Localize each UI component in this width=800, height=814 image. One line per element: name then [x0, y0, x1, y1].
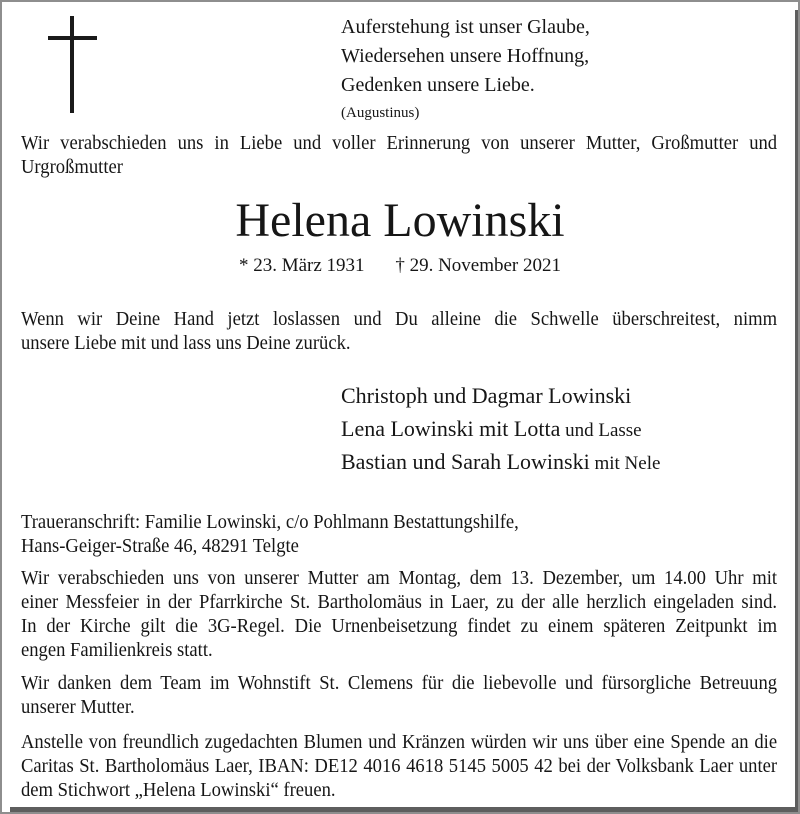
mourners-list	[341, 380, 660, 479]
latin-cross-icon	[0, 0, 130, 130]
deceased-name: Helena Lowinski	[235, 194, 565, 247]
opening-quote	[341, 13, 590, 123]
thanks-paragraph	[21, 671, 777, 719]
intro-line: Wir verabschieden uns in Liebe und voller Erinnerung von unserer Mutter, Großmutter und	[21, 132, 778, 154]
mourner-names: Bastian und Sarah Lowinski	[341, 449, 590, 474]
donation-line: dem Stichwort „Helena Lowinski“ freuen.	[21, 779, 336, 801]
death-date: † 29. November 2021	[395, 255, 562, 276]
funeral-address	[21, 510, 777, 558]
frame-shadow-bottom	[10, 807, 798, 812]
farewell-paragraph	[21, 307, 777, 355]
service-line: engen Familienkreis statt.	[21, 639, 213, 661]
cross-horizontal-bar	[48, 36, 97, 40]
thanks-line: unserer Mutter.	[21, 696, 135, 718]
mourner-line	[341, 413, 660, 446]
mourner-names: Lena Lowinski mit Lotta	[341, 416, 561, 441]
service-info-paragraph	[21, 566, 777, 662]
donation-paragraph	[21, 730, 777, 802]
service-line: einer Messfeier in der Pfarrkirche St. Bartholomäus in Laer, zu der alle herzlich eingeladen sind.	[21, 591, 778, 613]
service-line: Wir verabschieden uns von unserer Mutter am Montag, dem 13. Dezember, um 14.00 Uhr mit	[21, 567, 778, 589]
mourner-names: Christoph und Dagmar Lowinski	[341, 383, 632, 408]
donation-line: Caritas St. Bartholomäus Laer, IBAN: DE12 4016 4618 5145 5005 42 bei der Volksbank Laer unter	[21, 755, 778, 777]
address-line: Hans-Geiger-Straße 46, 48291 Telgte	[21, 535, 299, 557]
intro-paragraph	[21, 131, 777, 179]
quote-line: Wiedersehen unsere Hoffnung,	[341, 45, 590, 67]
mourner-names-small: mit Nele	[589, 453, 661, 474]
mourner-names-small: und Lasse	[560, 420, 642, 441]
address-line: Traueranschrift: Familie Lowinski, c/o Pohlmann Bestattungshilfe,	[21, 511, 519, 533]
donation-line: Anstelle von freundlich zugedachten Blumen und Kränzen würden wir uns über eine Spende an die	[21, 731, 778, 753]
quote-line: Gedenken unsere Liebe.	[341, 74, 535, 96]
mourner-line	[341, 446, 660, 479]
life-dates	[0, 254, 800, 278]
intro-line: Urgroßmutter	[21, 156, 123, 178]
thanks-line: Wir danken dem Team im Wohnstift St. Clemens für die liebevolle und fürsorgliche Betreuung	[21, 672, 778, 694]
quote-attribution: (Augustinus)	[341, 105, 420, 121]
cross-vertical-bar	[70, 16, 74, 113]
service-line: In der Kirche gilt die 3G-Regel. Die Urnenbeisetzung findet zu einem späteren Zeitpunkt im	[21, 615, 778, 637]
quote-line: Auferstehung ist unser Glaube,	[341, 16, 590, 38]
frame-shadow-right	[795, 10, 798, 812]
birth-date: * 23. März 1931	[238, 255, 365, 276]
mourner-line	[341, 380, 660, 413]
farewell-line: Wenn wir Deine Hand jetzt loslassen und Du alleine die Schwelle überschreitest, nimm	[21, 308, 778, 330]
farewell-line: unsere Liebe mit und lass uns Deine zurück.	[21, 332, 351, 354]
